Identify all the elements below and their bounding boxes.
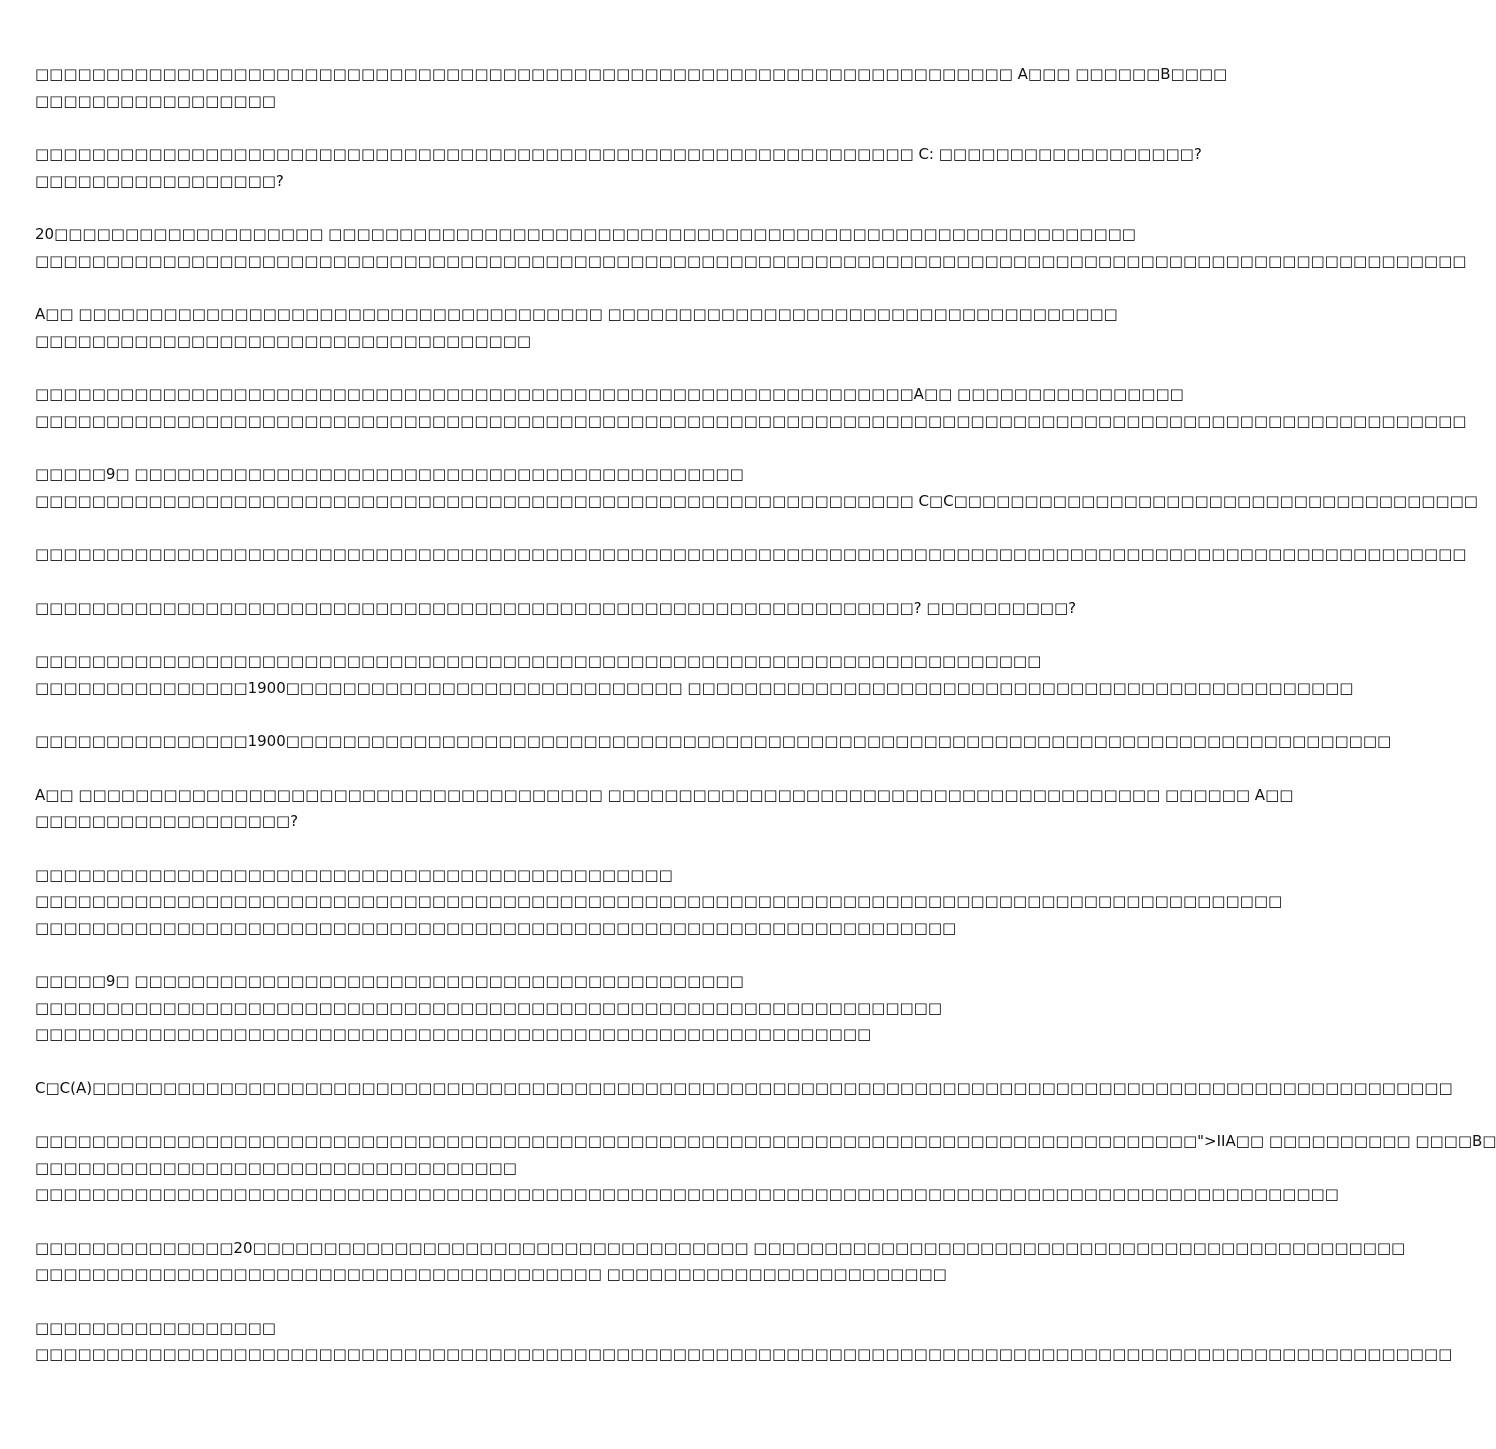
- paragraph: [35, 728, 1392, 755]
- text-line: □□□□□□□□□□□□□□□□□□□□□□□□□□□□□□□□□□□□□□□□□□□□□□□□□□□□□□□□□□□□□□ C□C□□□□□□□□□□□□□□□□□□□□□□□□□□□□□□□□□□□□□: [35, 491, 1478, 510]
- text-line: □□□□□9□ □□□□□□□□□□□□□□□□□□□□□□□□□□□□□□□□□□□□□□□□□□□: [35, 465, 744, 483]
- paragraph: [35, 1075, 1453, 1102]
- paragraph: [35, 381, 1467, 434]
- text-line: □□□□□□□□□□□□□□□□□?: [35, 171, 284, 190]
- text-line: □□□□□□□□□□□□□□□□□□□□□□□□□□□□□□□□□□: [35, 1158, 517, 1177]
- text-line: A□□ □□□□□□□□□□□□□□□□□□□□□□□□□□□□□□□□□□□□□ □□□□□□□□□□□□□□□□□□□□□□□□□□□□□□□□□□□□□□□ □□□□□□ A□□: [35, 785, 1294, 804]
- text-line: □□□□□□□□□□□□□□□□□□□□□□□□□□□□□□□□□□□□□□□□□□□□□□□□□□□□□□□□□□□□□□ C: □□□□□□□□□□□□□□□□□□?: [35, 145, 1202, 163]
- text-line: □□□□□□□□□□□□□□□□□□□□□□□□□□□□□□□□□□□□□□□□□□□□□□□□□□□□□□□□□□□□□□A□□ □□□□□□□□□□□□□□□□: [35, 385, 1184, 403]
- text-line: □□□□□□□□□□□□□□□□□: [35, 91, 276, 110]
- text-line: 20□□□□□□□□□□□□□□□□□□□ □□□□□□□□□□□□□□□□□□□□□□□□□□□□□□□□□□□□□□□□□□□□□□□□□□□□□□□□□: [35, 225, 1136, 243]
- text-line: □□□□□□□□□□□□□□□□□□□□□□□□□□□□□□□□□□□□□□□□□□□□□□□□□□□□□□□□□□□□□□□□□□□□□□□□□□□□□□□□□□□□□□□□□□□□□□□□□□□□□: [35, 411, 1467, 430]
- paragraph: [35, 1315, 1453, 1368]
- text-line: □□□□□□□□□□□□□□□□□□□□□□□□□□□□□□□□□□□□□□□□□□□□□□□□□□□□□□□□□□□□□□□□□□□□□□□□□□□□□□□□□□□□□□□□□□□□: [35, 1185, 1339, 1203]
- text-line: □□□□□□□□□□□□□□□1900□□□□□□□□□□□□□□□□□□□□□□□□□□□□ □□□□□□□□□□□□□□□□□□□□□□□□□□□□□□□□□□□□□□□□□□□□□□□: [35, 678, 1354, 697]
- text-line: □□□□□□□□□□□□□□□□□□□□□□□□□□□□□□□□□□□□□□□□□□□□□□□□□□□□□□□□□□□□□□□□□□□□□ A□□□ □□□□□□B□□□□: [35, 65, 1228, 83]
- paragraph: [35, 61, 1228, 114]
- text-line: □□□□□□□□□□□□□□□□□□□□□□□□□□□□□□□□□□□□□□□□□□□□□: [35, 865, 673, 884]
- text-line: □□□□□□□□□□□□□□□□□□□□□□□□□□□□□□□□□□□□□□□□□□□□□□□□□□□□□□□□□□□□□□□□□□□□□□□□□□□□□□□□□□□□□□□□□□□□□□□□□□□□□: [35, 545, 1467, 563]
- text-line: □□□□□9□ □□□□□□□□□□□□□□□□□□□□□□□□□□□□□□□□□□□□□□□□□□□: [35, 972, 744, 990]
- text-line: □□□□□□□□□□□□□□20□□□□□□□□□□□□□□□□□□□□□□□□□□□□□□□□□□□ □□□□□□□□□□□□□□□□□□□□□□□□□□□□□□□□□□□□□□□□□□□□□□: [35, 1238, 1406, 1257]
- text-line: □□□□□□□□□□□□□□□□□□□□□□□□□□□□□□□□□□□□□□□□□□□□□□□□□□□□□□□□□□□: [35, 1025, 872, 1043]
- paragraph: [35, 461, 1478, 514]
- text-line: □□□□□□□□□□□□□□□□□□□□□□□□□□□□□□□□□□□□□□□□□□□□□□□□□□□□□□□□□□□□□□□□□□□□□□□□□□□□□□□□□□□□□□□□□□□□□□□□□□□□□: [35, 251, 1467, 270]
- paragraph: [35, 648, 1354, 701]
- paragraph: [35, 968, 990, 1048]
- text-line: □□□□□□□□□□□□□□□□□□□□□□□□□□□□□□□□□□□□□□□□ □□□□□□□□□□□□□□□□□□□□□□□□: [35, 1265, 947, 1283]
- paragraph: [35, 1235, 1406, 1288]
- paragraph: [35, 541, 1467, 568]
- paragraph: [35, 141, 1202, 194]
- text-line: □□□□□□□□□□□□□□□1900□□□□□□□□□□□□□□□□□□□□□□□□□□□□□□□□□□□□□□□□□□□□□□□□□□□□□□□□□□□□□□□□□□□□□□□□□□□□□□: [35, 732, 1392, 750]
- text-line: □□□□□□□□□□□□□□□□□□□□□□□□□□□□□□□□□□□□□□□□□□□□□□□□□□□□□□□□□□□□□□□□: [35, 998, 943, 1017]
- text-line: □□□□□□□□□□□□□□□□□□□□□□□□□□□□□□□□□□□□□□□□□□□□□□□□□□□□□□□□□□□□□□□□□□□□□□□□□□□□□□□□□□">IIA□□ □□□□□□□□□□ □□□□B□: [35, 1132, 1496, 1150]
- paragraph: [35, 782, 1294, 835]
- text-line: □□□□□□□□□□□□□□□□□□□□□□□□□□□□□□□□□□□□□□□□□□□□□□□□□□□□□□□□□□□□□□□□□□□□□□□□□□□□□□□□□□□□□□□□□□□□□□□□□□□□: [35, 1345, 1453, 1363]
- text-line: □□□□□□□□□□□□□□□□□: [35, 1318, 276, 1337]
- paragraph: [35, 862, 1283, 942]
- text-line: □□□□□□□□□□□□□□□□□□?: [35, 812, 299, 830]
- paragraph: [35, 595, 1077, 622]
- paragraph: [35, 301, 1118, 354]
- text-line: □□□□□□□□□□□□□□□□□□□□□□□□□□□□□□□□□□□: [35, 331, 532, 350]
- paragraph: [35, 221, 1467, 274]
- text-line: C□C(A)□□□□□□□□□□□□□□□□□□□□□□□□□□□□□□□□□□□□□□□□□□□□□□□□□□□□□□□□□□□□□□□□□□□□□□□□□□□□□□□□□□□□□□□□□□□□□□□□: [35, 1078, 1453, 1097]
- document-body: [35, 61, 1496, 1395]
- text-line: □□□□□□□□□□□□□□□□□□□□□□□□□□□□□□□□□□□□□□□□□□□□□□□□□□□□□□□□□□□□□□□□□□□□□□□: [35, 652, 1042, 670]
- text-line: □□□□□□□□□□□□□□□□□□□□□□□□□□□□□□□□□□□□□□□□□□□□□□□□□□□□□□□□□□□□□□? □□□□□□□□□□?: [35, 598, 1077, 617]
- text-line: □□□□□□□□□□□□□□□□□□□□□□□□□□□□□□□□□□□□□□□□□□□□□□□□□□□□□□□□□□□□□□□□□: [35, 918, 957, 937]
- text-line: A□□ □□□□□□□□□□□□□□□□□□□□□□□□□□□□□□□□□□□□□ □□□□□□□□□□□□□□□□□□□□□□□□□□□□□□□□□□□□: [35, 305, 1118, 323]
- paragraph: [35, 1128, 1496, 1208]
- text-line: □□□□□□□□□□□□□□□□□□□□□□□□□□□□□□□□□□□□□□□□□□□□□□□□□□□□□□□□□□□□□□□□□□□□□□□□□□□□□□□□□□□□□□□□: [35, 892, 1283, 910]
